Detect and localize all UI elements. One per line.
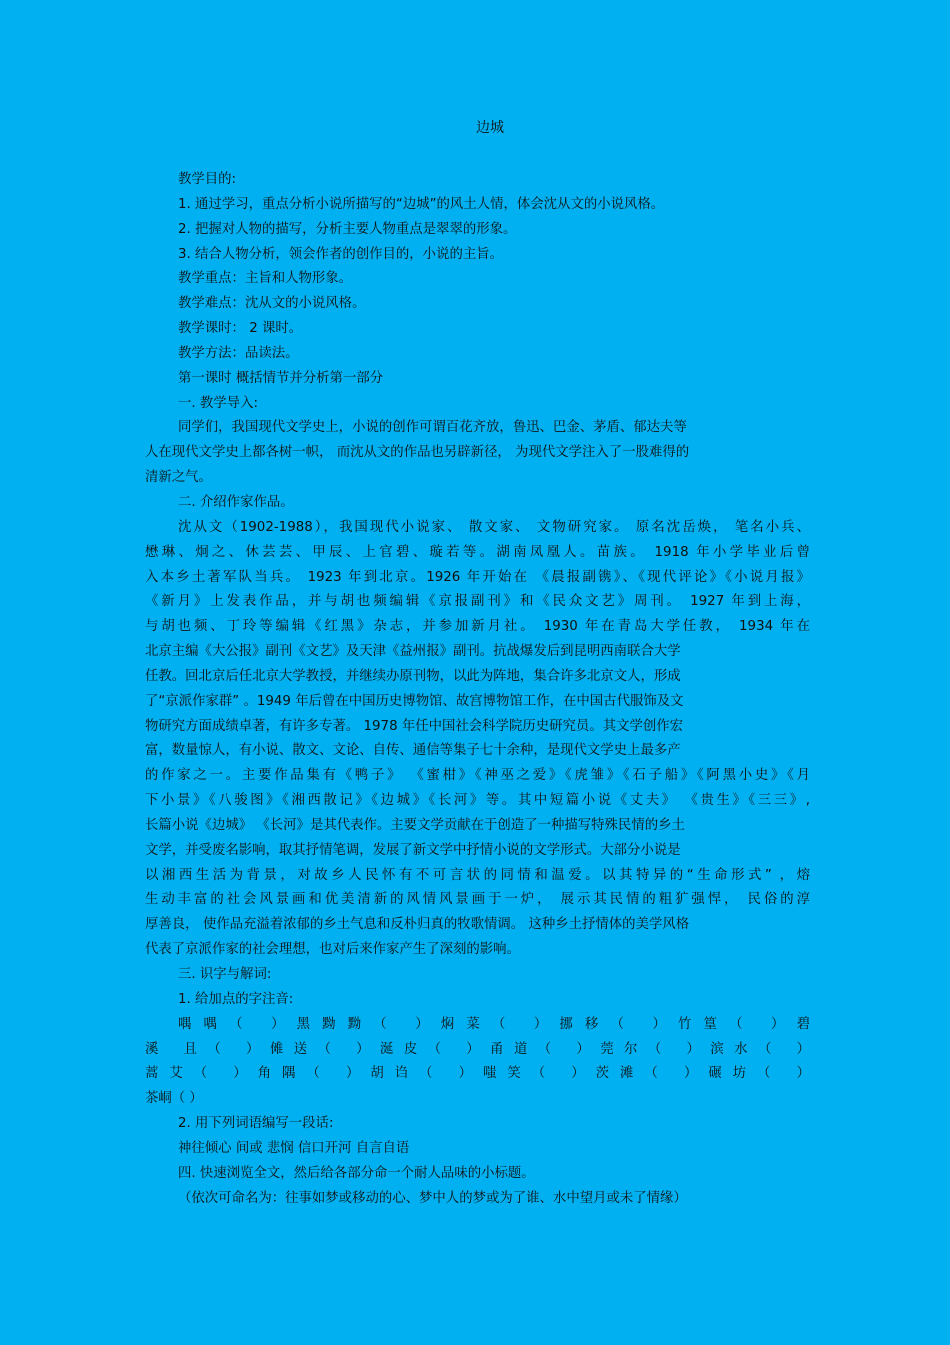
text-line: 教学目的: [178, 172, 237, 187]
text-line: 任教。回北京后任北京大学教授，并继续办原刊物，以此为阵地，集合许多北京文人，形成 [145, 668, 681, 684]
text-line: 清新之气。 [145, 470, 212, 486]
text-line: 代表了京派作家的社会理想，也对后来作家产生了深刻的影响。 [145, 942, 520, 958]
text-line: 了“京派作家群” 。1949 年后曾在中国历史博物馆、故宫博物馆工作，在中国古代服饰及文 [145, 693, 684, 709]
text-line: （依次可命名为：往事如梦或移动的心、梦中人的梦或为了谁、水中望月或未了情缘） [178, 1190, 687, 1206]
text-line: 教学难点：沈从文的小说风格。 [178, 296, 366, 312]
text-line: 同学们，我国现代文学史上，小说的创作可谓百花齐放，鲁迅、巴金、茅盾、郁达夫等 [178, 420, 687, 436]
text-line: 懋琳、炯之、休芸芸、甲辰、上官碧、璇若等。湖南凤凰人。苗族。 1918 年小学毕业后曾 [145, 544, 810, 560]
text-line: 二. 介绍作家作品。 [178, 494, 294, 510]
text-line: 文学，并受废名影响，取其抒情笔调，发展了新文学中抒情小说的文学形式。大部分小说是 [145, 842, 681, 858]
text-line: 厚善良， 使作品充溢着浓郁的乡土气息和反朴归真的牧歌情调。 这种乡土抒情体的美学风格 [145, 917, 690, 933]
text-line: 富，数量惊人，有小说、散文、文论、自传、通信等集子七十余种，是现代文学史上最多产 [145, 743, 681, 759]
text-line: 沈从文（1902-1988），我国现代小说家、 散文家、 文物研究家。 原名沈岳焕， 笔名小兵、 [178, 519, 810, 535]
text-line: 人在现代文学史上都各树一帜， 而沈从文的作品也另辟新径， 为现代文学注入了一股难得的 [145, 445, 690, 461]
text-line: 下小景》《八骏图》《湘西散记》《边城》《长河》等。其中短篇小说《丈夫》 《贵生》《三三》, [145, 793, 810, 809]
text-line: 溪 且（ ）傩送（ ）涎皮（ ）甬道（ ）莞尔（ ）滨水（ ） [145, 1041, 810, 1057]
text-line: 蒿艾（ ）角隅（ ）胡诌（ ）嗤笑（ ）茨滩（ ）碾坊（ ） [145, 1066, 810, 1082]
text-line: 北京主编《大公报》副刊《文艺》及天津《益州报》副刊。抗战爆发后到昆明西南联合大学 [145, 644, 681, 660]
text-line: 入本乡土著军队当兵。 1923 年到北京。1926 年开始在 《晨报副镌》、《现代评论》《小说月报》 [145, 569, 810, 585]
text-line: 的作家之一。主要作品集有《鸭子》 《蜜柑》《神巫之爱》《虎雏》《石子船》《阿黑小史》《月 [145, 768, 810, 784]
text-line: 喁喁（ ）黑黝黝（ ）焖菜（ ）挪移（ ）竹篁（ ）碧 [178, 1016, 810, 1032]
text-line: 2. 用下列词语编写一段话: [178, 1116, 334, 1132]
text-line: 教学课时： 2 课时。 [178, 321, 303, 337]
text-line: 一. 教学导入: [178, 395, 258, 411]
text-line: 1. 给加点的字注音: [178, 991, 294, 1007]
text-line: 物研究方面成绩卓著，有许多专著。 1978 年任中国社会科学院历史研究员。其文学创作宏 [145, 718, 684, 734]
text-line: 长篇小说《边城》 《长河》是其代表作。主要文学贡献在于创造了一种描写特殊民情的乡土 [145, 817, 685, 833]
document-title: 边城 [476, 120, 504, 136]
text-line: 生动丰富的社会风景画和优美清新的风情风景画于一炉， 展示其民情的粗犷强悍， 民俗的淳 [145, 892, 810, 908]
text-line: 与胡也频、丁玲等编辑《红黑》杂志，并参加新月社。 1930 年在青岛大学任教， 1934 年在 [145, 619, 810, 635]
text-line: 3. 结合人物分析，领会作者的创作目的，小说的主旨。 [178, 246, 504, 262]
text-line: 茶峒（ ） [145, 1091, 203, 1107]
text-line: 教学方法：品读法。 [178, 345, 299, 361]
text-line: 第一课时 概括情节并分析第一部分 [178, 370, 384, 386]
text-line: 以湘西生活为背景，对故乡人民怀有不可言状的同情和温爱。以其特异的“生命形式” ，熔 [145, 867, 810, 883]
text-line: 神往倾心 间或 悲悯 信口开河 自言自语 [178, 1140, 410, 1156]
document-body [145, 168, 810, 1211]
text-line: 教学重点：主旨和人物形象。 [178, 271, 353, 287]
text-line: 三. 识字与解词: [178, 967, 272, 982]
text-line: 2. 把握对人物的描写，分析主要人物重点是翠翠的形象。 [178, 221, 517, 237]
text-line: 1. 通过学习，重点分析小说所描写的“边城”的风土人情，体会沈从文的小说风格。 [178, 196, 665, 212]
text-line: 四. 快速浏览全文，然后给各部分命一个耐人品味的小标题。 [178, 1165, 535, 1181]
text-line: 《新月》上发表作品，并与胡也频编辑《京报副刊》和《民众文艺》周刊。 1927 年到上海， [145, 594, 810, 610]
